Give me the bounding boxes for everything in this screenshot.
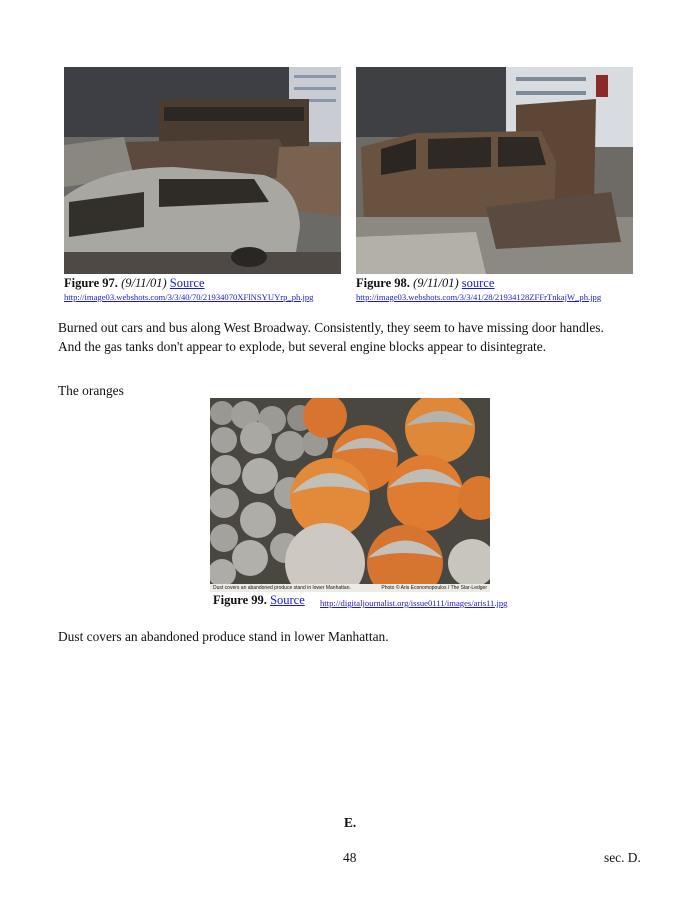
paragraph-produce-stand: Dust covers an abandoned produce stand in lower Manhattan. [58,629,389,644]
figure-97-source-link[interactable]: Source [169,276,205,290]
figure-97-caption [64,276,205,291]
section-label: sec. D. [604,850,641,865]
figure-99-photo-caption-left: Dust covers an abandoned produce stand in lower Manhattan. [213,585,351,591]
figure-99-source-link[interactable]: Source [270,593,305,607]
oranges-heading: The oranges [58,383,124,398]
paragraph-line-1: Burned out cars and bus along West Broadway. Consistently, they seem to have missing door handles. [58,320,604,335]
figure-97-date: (9/11/01) [121,276,167,290]
figure-98-source-link[interactable]: source [461,276,495,290]
figure-97-url[interactable]: http://image03.webshots.com/3/3/40/70/21934070XFlNSYUYrp_ph.jpg [64,292,314,302]
figure-97-photo [64,67,341,274]
figure-97-label: Figure 97. [64,276,118,290]
figure-98-url[interactable]: http://image03.webshots.com/3/3/41/28/21934128ZFFrTnkajW_ph.jpg [356,292,602,302]
figure-99-label: Figure 99. [213,593,267,607]
paragraph-burned-cars [58,318,658,356]
page-number: 48 [343,850,357,865]
figure-99-photo-credit: Photo © Aris Economopoulos / The Star-Ledger [381,585,487,591]
figure-98-label: Figure 98. [356,276,410,290]
figure-98-date: (9/11/01) [413,276,459,290]
figure-99-url[interactable]: http://digitaljournalist.org/issue0111/images/aris11.jpg [320,598,508,608]
figure-98-photo [356,67,633,274]
figure-99-caption [213,593,305,608]
section-marker: E. [344,815,357,830]
figure-99-photo [210,398,490,592]
paragraph-line-2: And the gas tanks don't appear to explode, but several engine blocks appear to disintegrate. [58,339,547,354]
figure-98-caption [356,276,494,291]
